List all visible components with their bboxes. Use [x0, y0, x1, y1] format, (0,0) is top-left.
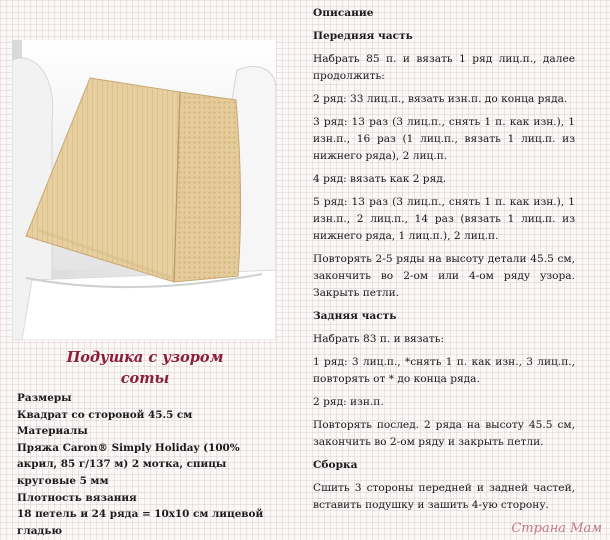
instructions-column [313, 5, 575, 514]
assembly-step-1: Сшить 3 стороны передней и задней частей, вставить подушку и зашить 4-ую сторону. [313, 482, 575, 511]
materials-text: Пряжа Caron® Simply Holiday (100% акрил, 85 г/137 м) 2 мотка, спицы круговые 5 мм [17, 441, 240, 487]
sizes-heading: Размеры [17, 392, 72, 404]
gauge-text: 18 петель и 24 ряда = 10x10 см лицевой гладью [17, 508, 264, 537]
front-step-4: 4 ряд: вязать как 2 ряд. [313, 173, 447, 185]
site-watermark: Страна Мам [511, 521, 602, 536]
front-step-5: 5 ряд: 13 раз (3 лиц.п., снять 1 п. как изн.), 1 изн.п., 2 лиц.п., 14 раз (вязать 1 лиц.п. из нижнего ряда, 1 лиц.п.), 2 лиц.п. [313, 196, 575, 242]
back-heading: Задняя часть [313, 310, 397, 322]
back-step-3: 2 ряд: изн.п. [313, 396, 384, 408]
pillow-photo [12, 40, 276, 340]
back-step-1: Набрать 83 п. и вязать: [313, 333, 445, 345]
back-step-2: 1 ряд: 3 лиц.п., *снять 1 п. как изн., 3 лиц.п., повторять от * до конца ряда. [313, 356, 575, 385]
description-title: Описание [313, 7, 374, 19]
front-step-2: 2 ряд: 33 лиц.п., вязать изн.п. до конца ряда. [313, 93, 568, 105]
pillow-caption [20, 347, 270, 389]
sizes-text: Квадрат со стороной 45.5 см [17, 408, 193, 421]
caption-line-1: Подушка с узором [66, 349, 224, 366]
front-step-6: Повторять 2-5 ряды на высоту детали 45.5 см, закончить во 2-ом или 4-ом ряду узора. Закрыть петли. [313, 253, 575, 299]
assembly-heading: Сборка [313, 459, 358, 471]
specs-block [17, 390, 275, 539]
pillow-illustration [12, 40, 276, 340]
back-step-4: Повторять послед. 2 ряда на высоту 45.5 см, закончить во 2-ом ряду и закрыть петли. [313, 419, 575, 448]
gauge-heading: Плотность вязания [17, 491, 137, 504]
front-heading: Передняя часть [313, 30, 413, 42]
front-step-1: Набрать 85 п. и вязать 1 ряд лиц.п., далее продолжить: [313, 53, 575, 82]
front-step-3: 3 ряд: 13 раз (3 лиц.п., снять 1 п. как изн.), 1 изн.п., 16 раз (1 лиц.п., вязать 1 лиц.п. из нижнего ряда), 2 лиц.п. [313, 116, 575, 162]
materials-heading: Материалы [17, 425, 88, 438]
caption-line-2: соты [120, 370, 170, 387]
